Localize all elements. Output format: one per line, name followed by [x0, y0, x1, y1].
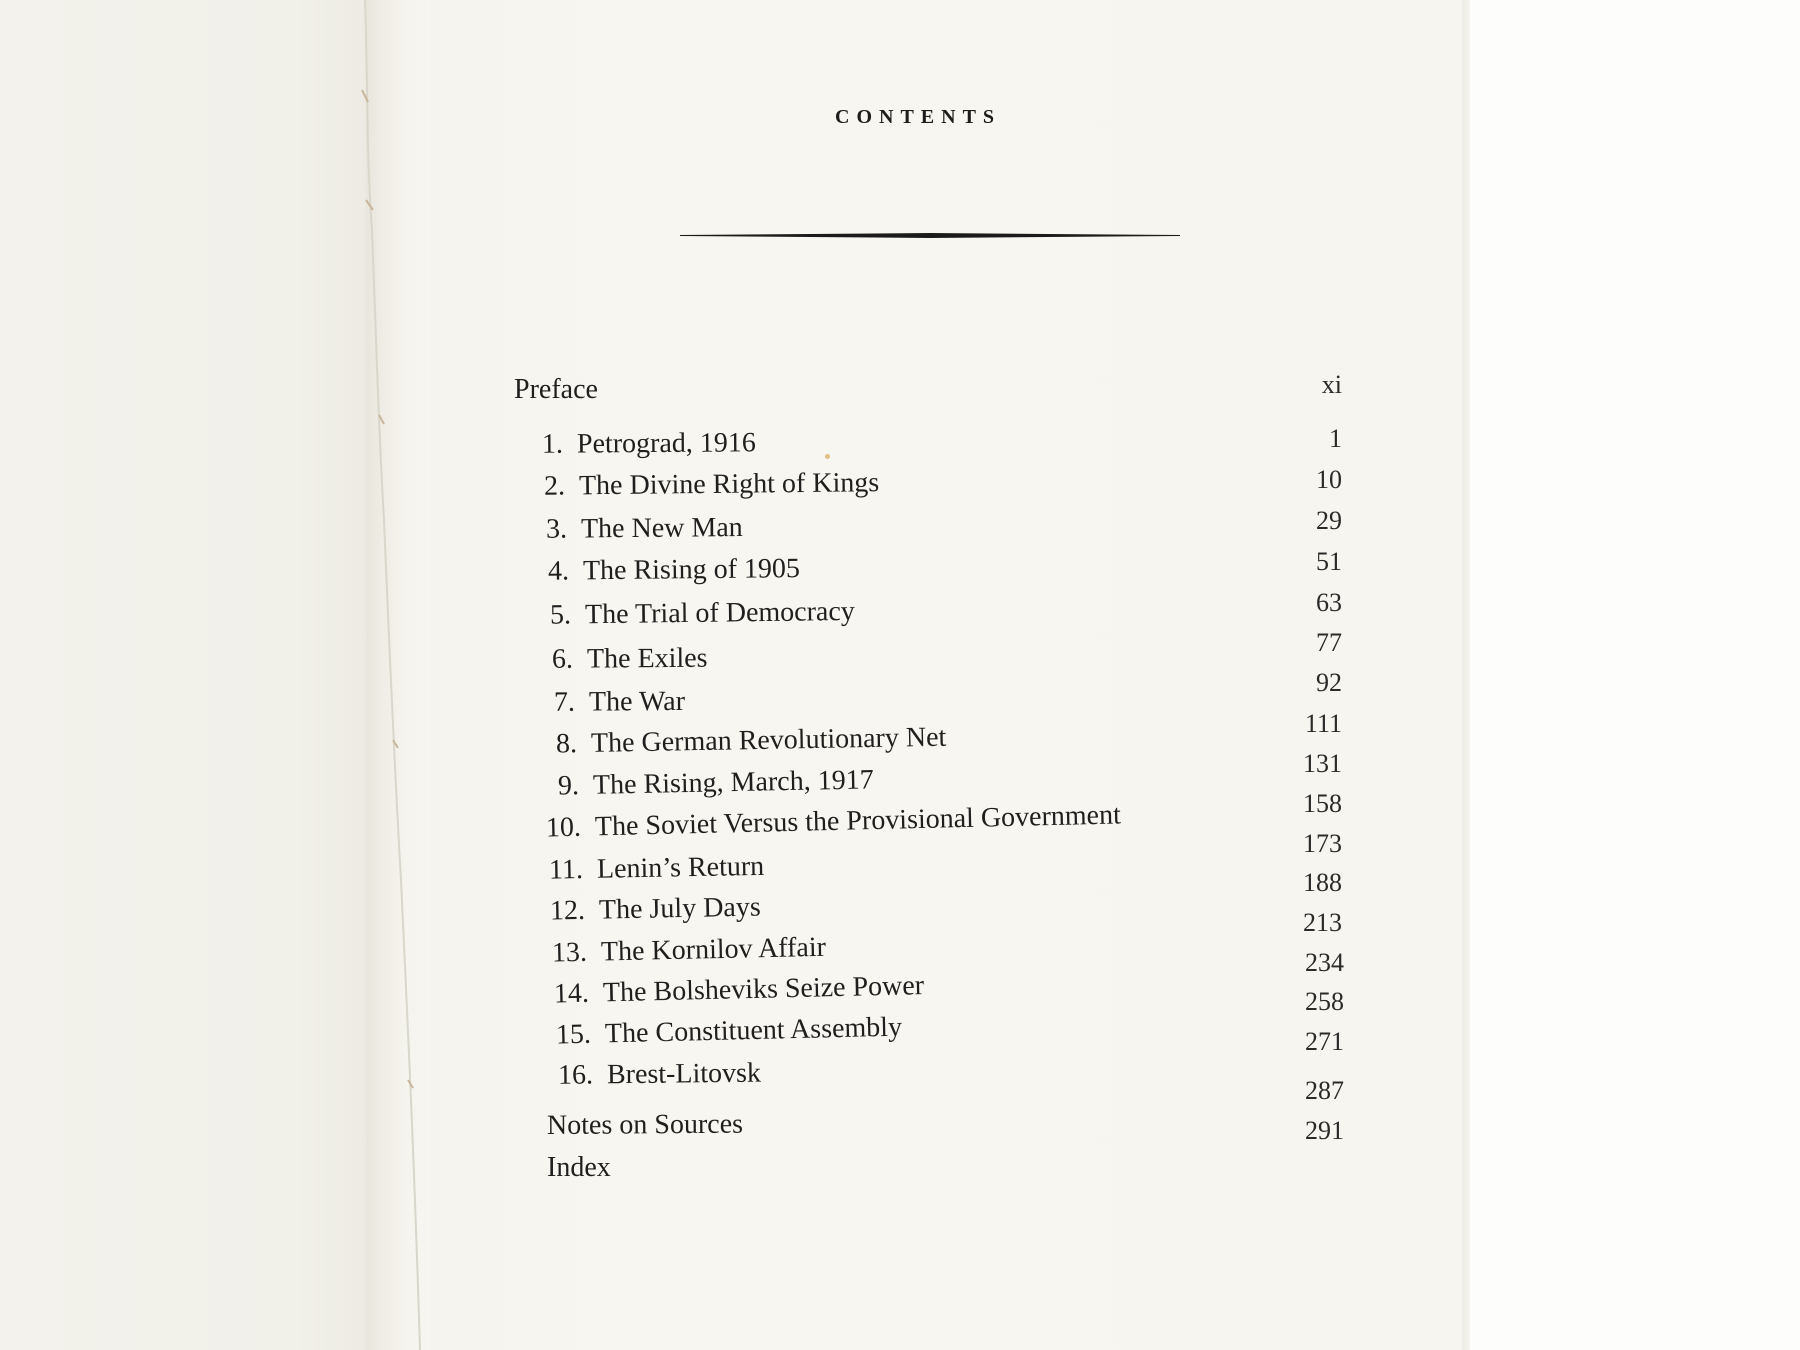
toc-index-title: Index: [547, 1152, 611, 1183]
chapter-15-page: 258: [1305, 987, 1344, 1016]
chapter-number: 1.: [541, 428, 564, 460]
chapter-number: 5.: [549, 599, 572, 631]
chapter-number: 14.: [553, 977, 590, 1010]
chapter-8-page: 111: [1304, 709, 1342, 738]
chapter-1-page: 1: [1329, 424, 1342, 453]
chapter-7-page: 92: [1316, 668, 1342, 697]
chapter-4-page: 51: [1316, 547, 1342, 576]
chapter-5: [522, 596, 855, 632]
chapter-2: [516, 467, 880, 503]
chapter-6-page: 77: [1316, 628, 1342, 657]
chapter-title: Lenin’s Return: [596, 850, 765, 885]
chapter-12-page: 188: [1303, 868, 1342, 897]
chapter-title: The Divine Right of Kings: [578, 467, 880, 502]
chapter-14: [531, 970, 925, 1011]
chapter-number: 8.: [555, 728, 578, 760]
chapter-5-page: 63: [1316, 588, 1342, 617]
chapter-title: Petrograd, 1916: [576, 427, 756, 460]
toc-index-page: 291: [1305, 1116, 1344, 1145]
chapter-6: [524, 643, 708, 676]
toc-notes-title: Notes on Sources: [546, 1108, 744, 1141]
chapter-title: The Trial of Democracy: [584, 595, 855, 631]
chapter-title: The War: [588, 685, 686, 718]
chapter-title: The German Revolutionary Net: [590, 721, 947, 759]
chapter-15: [533, 1012, 903, 1052]
chapter-number: 9.: [557, 770, 580, 802]
toc-notes-on-sources: [547, 1109, 743, 1142]
chapter-title: The Constituent Assembly: [604, 1011, 903, 1050]
chapter-title: The Rising, March, 1917: [592, 764, 874, 801]
toc-notes-page: 287: [1305, 1076, 1344, 1105]
chapter-number: 12.: [549, 894, 586, 927]
chapter-number: 15.: [555, 1018, 592, 1051]
chapter-number: 10.: [545, 811, 582, 844]
chapter-number: 7.: [553, 686, 576, 718]
chapter-title: The Rising of 1905: [582, 553, 801, 587]
chapter-number: 3.: [545, 513, 568, 545]
chapter-title: The Soviet Versus the Provisional Government: [594, 799, 1122, 843]
chapter-number: 4.: [547, 555, 570, 587]
chapter-3: [518, 512, 743, 546]
chapter-number: 6.: [551, 643, 574, 675]
chapter-number: 13.: [551, 936, 588, 969]
chapter-title: The Exiles: [586, 642, 708, 675]
chapter-title: Brest-Litovsk: [606, 1057, 762, 1091]
toc-preface-page: xi: [1321, 370, 1342, 399]
chapter-10: [523, 799, 1122, 845]
chapter-title: The Kornilov Affair: [600, 931, 827, 968]
toc-preface: [514, 374, 598, 406]
chapter-13-page: 213: [1303, 908, 1342, 937]
chapter-2-page: 10: [1316, 465, 1342, 494]
chapter-1: [514, 427, 756, 461]
chapter-number: 11.: [548, 853, 584, 886]
chapter-3-page: 29: [1316, 506, 1342, 535]
chapter-number: 2.: [543, 470, 566, 502]
toc-index: [547, 1152, 611, 1184]
chapter-7: [526, 686, 685, 719]
chapter-16-page: 271: [1305, 1027, 1344, 1056]
chapter-11: [525, 851, 765, 887]
chapter-11-page: 173: [1303, 829, 1342, 858]
chapter-title: The July Days: [598, 891, 762, 926]
chapter-9-page: 131: [1303, 749, 1342, 778]
chapter-10-page: 158: [1303, 789, 1342, 818]
chapter-4: [520, 553, 800, 588]
chapter-14-page: 234: [1305, 948, 1344, 977]
chapter-12: [527, 892, 761, 928]
contents-heading: CONTENTS: [835, 106, 1002, 128]
chapter-title: The New Man: [580, 512, 743, 545]
chapter-13: [529, 932, 827, 970]
chapter-title: The Bolsheviks Seize Power: [602, 970, 925, 1009]
chapter-9: [530, 764, 874, 803]
chapter-number: 16.: [557, 1059, 594, 1091]
toc-preface-title: Preface: [514, 374, 598, 405]
chapter-8: [528, 722, 947, 761]
chapter-16: [535, 1058, 761, 1092]
